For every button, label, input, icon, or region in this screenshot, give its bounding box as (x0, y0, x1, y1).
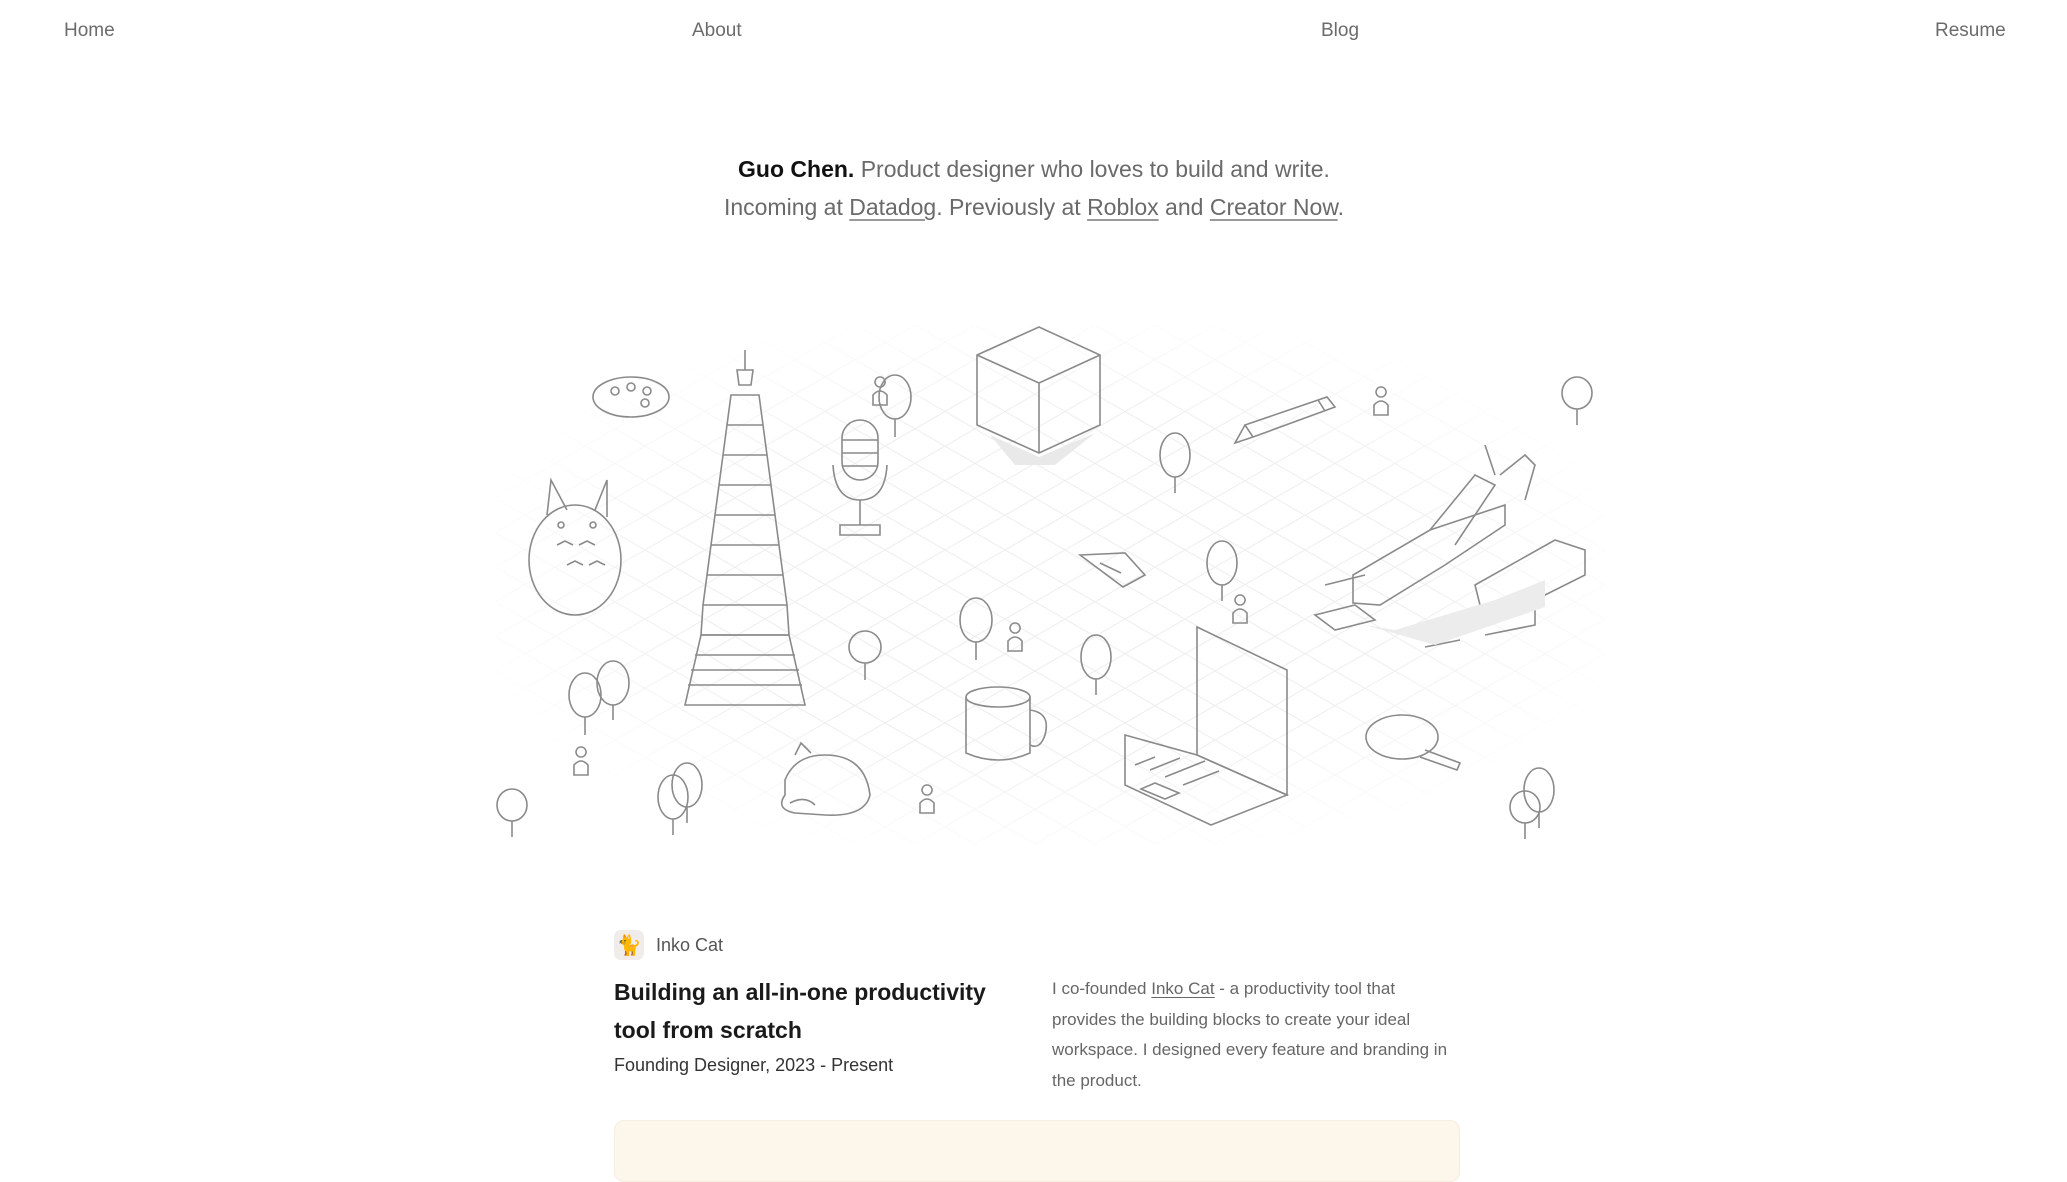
nav-resume-link[interactable]: Resume (1935, 20, 2006, 41)
author-name: Guo Chen. (738, 156, 855, 182)
project-preview-card[interactable] (614, 1120, 1460, 1182)
creator-now-link[interactable]: Creator Now (1209, 194, 1338, 220)
project-role: Founding Designer, 2023 - Present (614, 1055, 894, 1075)
project-title[interactable]: Building an all-in-one productivity tool from scratch (614, 979, 986, 1043)
company-name: Inko Cat (656, 934, 724, 955)
intro-end: . (1337, 194, 1345, 220)
inko-cat-link[interactable]: Inko Cat (1151, 979, 1215, 998)
project-description (1052, 974, 1462, 1096)
intro-tagline: Product designer who loves to build and write. Incoming at (723, 156, 1330, 220)
project-company-row (614, 930, 723, 960)
intro-and: and (1158, 194, 1210, 220)
inko-cat-logo-icon: 🐈 (614, 930, 644, 960)
isometric-illustration (495, 325, 1605, 845)
datadog-link[interactable]: Datadog (849, 194, 937, 220)
nav-blog-link[interactable]: Blog (1321, 20, 1360, 41)
intro-previously: . Previously at (936, 194, 1088, 220)
project-desc-rest: - a productivity tool that provides the building blocks to create your ideal workspace. I designed every feature and branding in the product. (1052, 979, 1448, 1090)
nav-home-link[interactable]: Home (64, 20, 115, 41)
nav-about-link[interactable]: About (692, 20, 742, 41)
intro-text (720, 150, 1348, 226)
project-desc-intro: I co-founded (1052, 979, 1152, 998)
roblox-link[interactable]: Roblox (1087, 194, 1159, 220)
